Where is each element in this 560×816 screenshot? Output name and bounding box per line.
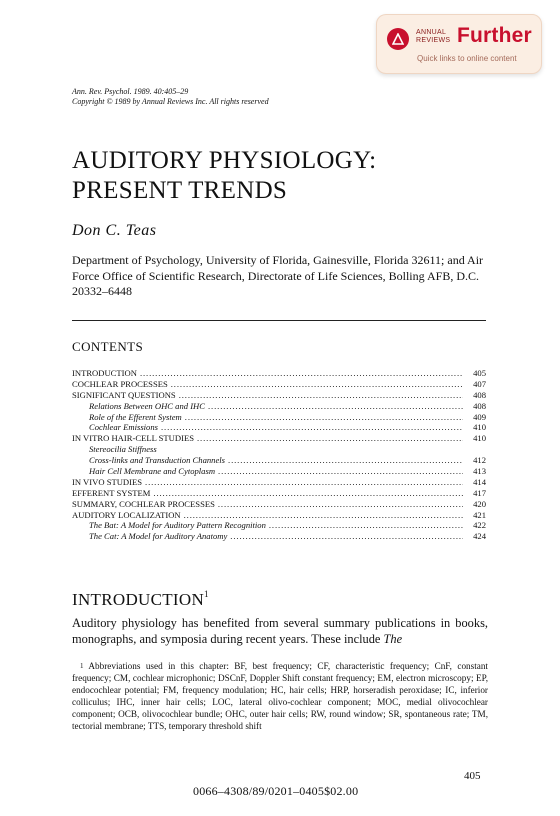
further-label[interactable]: Further xyxy=(457,24,532,47)
toc-entry[interactable] xyxy=(72,477,486,488)
toc-entry-label: AUDITORY LOCALIZATION xyxy=(72,509,181,520)
toc-leader-dots xyxy=(179,390,463,401)
toc-leader-dots xyxy=(185,412,463,423)
table-of-contents xyxy=(72,368,486,542)
toc-entry[interactable] xyxy=(72,433,486,444)
contents-heading: CONTENTS xyxy=(72,339,144,354)
toc-subentry[interactable] xyxy=(72,444,486,455)
toc-entry-label: IN VITRO HAIR-CELL STUDIES xyxy=(72,433,194,444)
toc-subentry[interactable] xyxy=(72,401,486,412)
footnote-text: Abbreviations used in this chapter: BF, best frequency; CF, characteristic frequency; CnF, constant frequency; CM, cochlear microphonic; DSCnF, Doppler Shift constant frequency; EM, electron microscopy; EP, endocochlear potential; FM, frequency modulation; HC, hair cells; HRP, horseradish peroxidase; IC, inferior colliculus; IHC, inner hair cells; LOC, lateral olivo-cochlear component; MOC, medial olivocochlear component; OCB, olivocochlear bundle; OHC, outer hair cells; RW, round window; SR, spontaneous rate; TM, tectorial membrane; TTS, temporary threshold shift xyxy=(72,661,488,731)
toc-entry-label: SIGNIFICANT QUESTIONS xyxy=(72,389,176,400)
annual-reviews-wordmark xyxy=(416,29,450,45)
toc-entry[interactable] xyxy=(72,499,486,510)
reviews-label: REVIEWS xyxy=(416,37,451,44)
introduction-heading xyxy=(72,590,209,610)
toc-entry-label: Hair Cell Membrane and Cytoplasm xyxy=(89,466,216,477)
toc-entry-label: Role of the Efferent System xyxy=(89,411,182,422)
toc-leader-dots xyxy=(161,422,463,433)
annual-reviews-logo-icon xyxy=(387,28,409,50)
toc-entry-label: COCHLEAR PROCESSES xyxy=(72,378,168,389)
journal-citation xyxy=(72,87,269,107)
article-code: 0066–4308/89/0201–0405$02.00 xyxy=(193,784,359,798)
toc-leader-dots xyxy=(208,401,463,412)
toc-entry-label: EFFERENT SYSTEM xyxy=(72,487,151,498)
footnote-number: 1 xyxy=(80,662,84,670)
toc-entry-label: The Cat: A Model for Auditory Anatomy xyxy=(89,531,228,542)
toc-page-number: 414 xyxy=(473,476,486,487)
toc-entry-label: Relations Between OHC and IHC xyxy=(89,400,205,411)
toc-page-number: 422 xyxy=(473,520,486,531)
toc-subentry[interactable] xyxy=(72,466,486,477)
toc-entry-label: SUMMARY, COCHLEAR PROCESSES xyxy=(72,498,215,509)
toc-entry-label: INTRODUCTION xyxy=(72,368,137,378)
toc-page-number: 405 xyxy=(473,368,486,378)
toc-page-number: 417 xyxy=(473,487,486,498)
toc-entry[interactable] xyxy=(72,368,486,379)
toc-leader-dots xyxy=(153,488,463,499)
toc-page-number: 410 xyxy=(473,433,486,444)
toc-leader-dots xyxy=(269,520,463,531)
introduction-paragraph: Auditory physiology has benefited from several summary publications in books, monographs, and symposia during recent years. These include The xyxy=(72,616,488,646)
section-divider xyxy=(72,320,486,321)
toc-page-number: 407 xyxy=(473,378,486,389)
toc-page-number: 413 xyxy=(473,466,486,477)
footnote xyxy=(72,660,488,732)
quick-links-label[interactable]: Quick links to online content xyxy=(417,54,517,63)
introduction-heading-text: INTRODUCTION xyxy=(72,590,205,609)
toc-page-number: 421 xyxy=(473,509,486,520)
toc-page-number: 412 xyxy=(473,455,486,466)
toc-page-number: 408 xyxy=(473,389,486,400)
toc-subentry[interactable] xyxy=(72,422,486,433)
toc-leader-dots xyxy=(171,379,463,390)
toc-page-number: 410 xyxy=(473,422,486,433)
toc-subentry[interactable] xyxy=(72,520,486,531)
toc-page-number: 420 xyxy=(473,498,486,509)
author-name: Don C. Teas xyxy=(72,222,157,239)
toc-leader-dots xyxy=(230,531,463,542)
page-number: 405 xyxy=(464,770,481,782)
toc-subentry[interactable] xyxy=(72,531,486,542)
toc-entry[interactable] xyxy=(72,510,486,521)
toc-leader-dots xyxy=(197,433,463,444)
title-line-2: PRESENT TRENDS xyxy=(72,177,288,204)
author-affiliation: Department of Psychology, University of Florida, Gainesville, Florida 32611; and Air Force Office of Scientific Research, Directorate of Life Sciences, Bolling AFB, D.C. 20332–6448 xyxy=(72,253,484,298)
article-title xyxy=(72,146,376,206)
toc-page-number: 424 xyxy=(473,531,486,542)
toc-entry-label: IN VIVO STUDIES xyxy=(72,476,143,487)
toc-entry-label: The Bat: A Model for Auditory Pattern Recognition xyxy=(89,520,266,531)
citation-line: Ann. Rev. Psychol. 1989. 40:405–29 xyxy=(72,87,189,96)
annual-reviews-further-banner[interactable] xyxy=(376,14,542,74)
toc-entry[interactable] xyxy=(72,488,486,499)
toc-leader-dots xyxy=(218,466,463,477)
title-line-1: AUDITORY PHYSIOLOGY: xyxy=(72,147,377,174)
copyright-line: Copyright © 1989 by Annual Reviews Inc. All rights reserved xyxy=(72,97,269,106)
toc-leader-dots xyxy=(145,477,463,488)
annual-label: ANNUAL xyxy=(416,29,447,36)
toc-page-number: 409 xyxy=(473,411,486,422)
toc-entry-label: Cross-links and Transduction Channels xyxy=(89,455,226,466)
toc-leader-dots xyxy=(218,499,463,510)
toc-leader-dots xyxy=(140,368,463,379)
toc-subentry[interactable] xyxy=(72,455,486,466)
toc-entry-label: Cochlear Emissions xyxy=(89,422,158,433)
toc-entry[interactable] xyxy=(72,390,486,401)
toc-entry[interactable] xyxy=(72,379,486,390)
toc-entry-label: Stereocilia Stiffness xyxy=(89,444,157,455)
footnote-marker: 1 xyxy=(204,589,209,599)
toc-leader-dots xyxy=(184,510,463,521)
toc-subentry[interactable] xyxy=(72,412,486,423)
toc-page-number: 408 xyxy=(473,400,486,411)
toc-leader-dots xyxy=(228,455,463,466)
